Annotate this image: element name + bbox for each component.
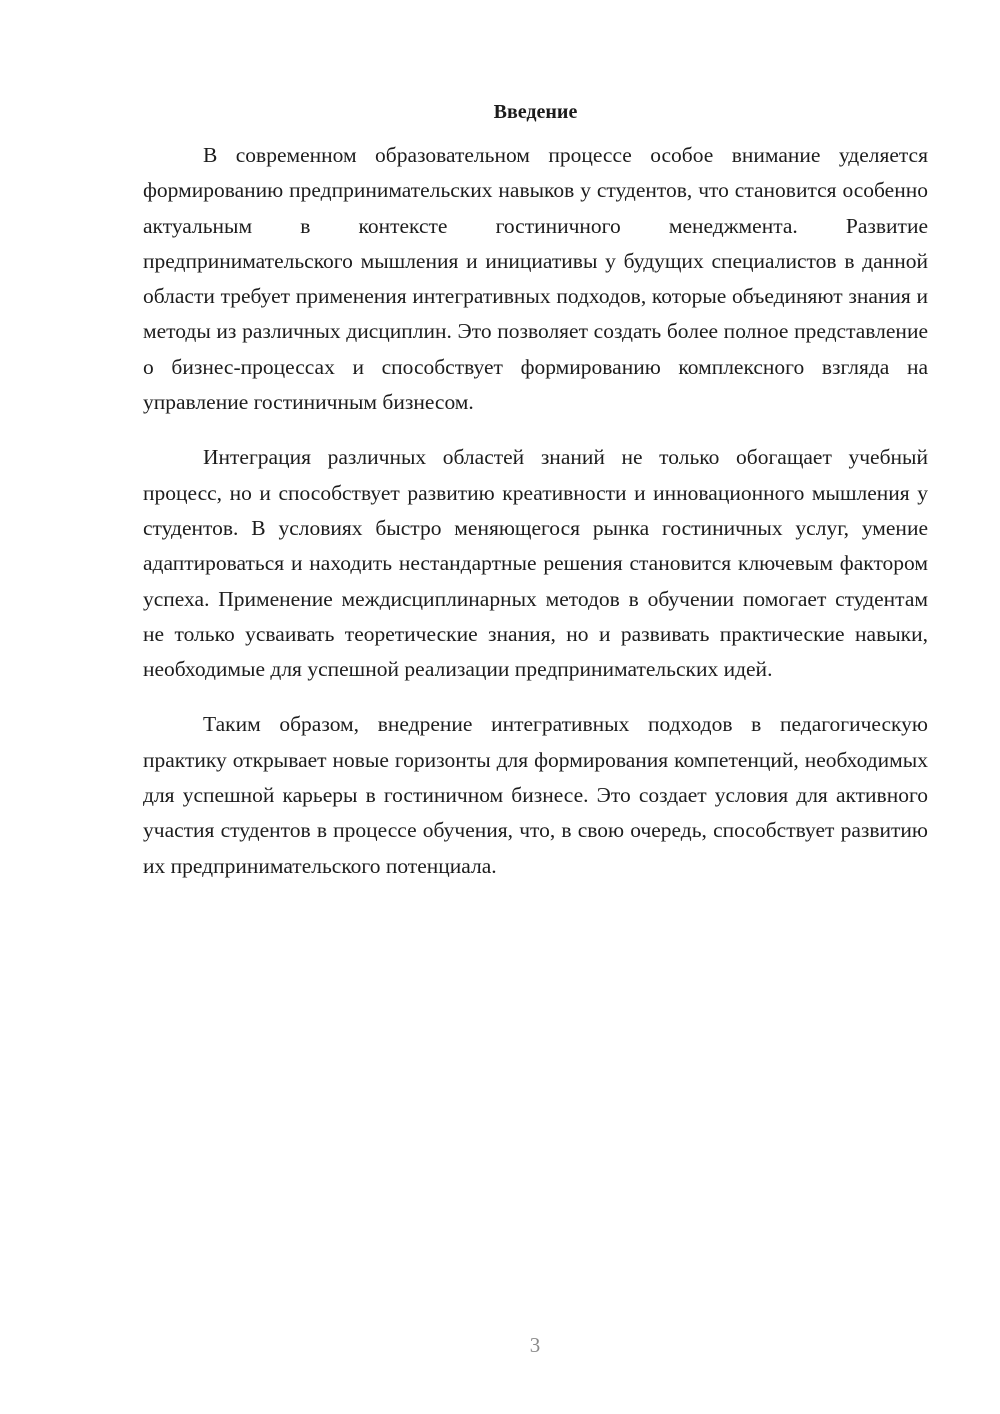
- page-number: 3: [529, 1333, 541, 1357]
- document-body: [143, 96, 928, 884]
- paragraph-2: Интеграция различных областей знаний не только обогащает учебный процесс, но и способствует развитию креативности и инновационного мышления у студентов. В условиях быстро меняющегося рынка гостиничных услуг, умение адаптироваться и находить нестандартные решения становится ключевым фактором успеха. Применение междисциплинарных методов в обучении помогает студентам не только усваивать теоретические знания, но и развивать практические навыки, необходимые для успешной реализации предпринимательских идей.: [143, 445, 928, 682]
- paragraph-1: В современном образовательном процессе особое внимание уделяется формированию предпринимательских навыков у студентов, что становится особенно актуальным в контексте гостиничного менеджмента. Развитие предпринимательского мышления и инициативы у будущих специалистов в данной области требует применения интегративных подходов, которые объединяют знания и методы из различных дисциплин. Это позволяет создать более полное представление о бизнес-процессах и способствует формированию комплексного взгляда на управление гостиничным бизнесом.: [143, 143, 928, 415]
- section-title: Введение: [493, 101, 578, 123]
- paragraph-3: Таким образом, внедрение интегративных подходов в педагогическую практику открывает новые горизонты для формирования компетенций, необходимых для успешной карьеры в гостиничном бизнесе. Это создает условия для активного участия студентов в процессе обучения, что, в свою очередь, способствует развитию их предпринимательского потенциала.: [143, 712, 928, 878]
